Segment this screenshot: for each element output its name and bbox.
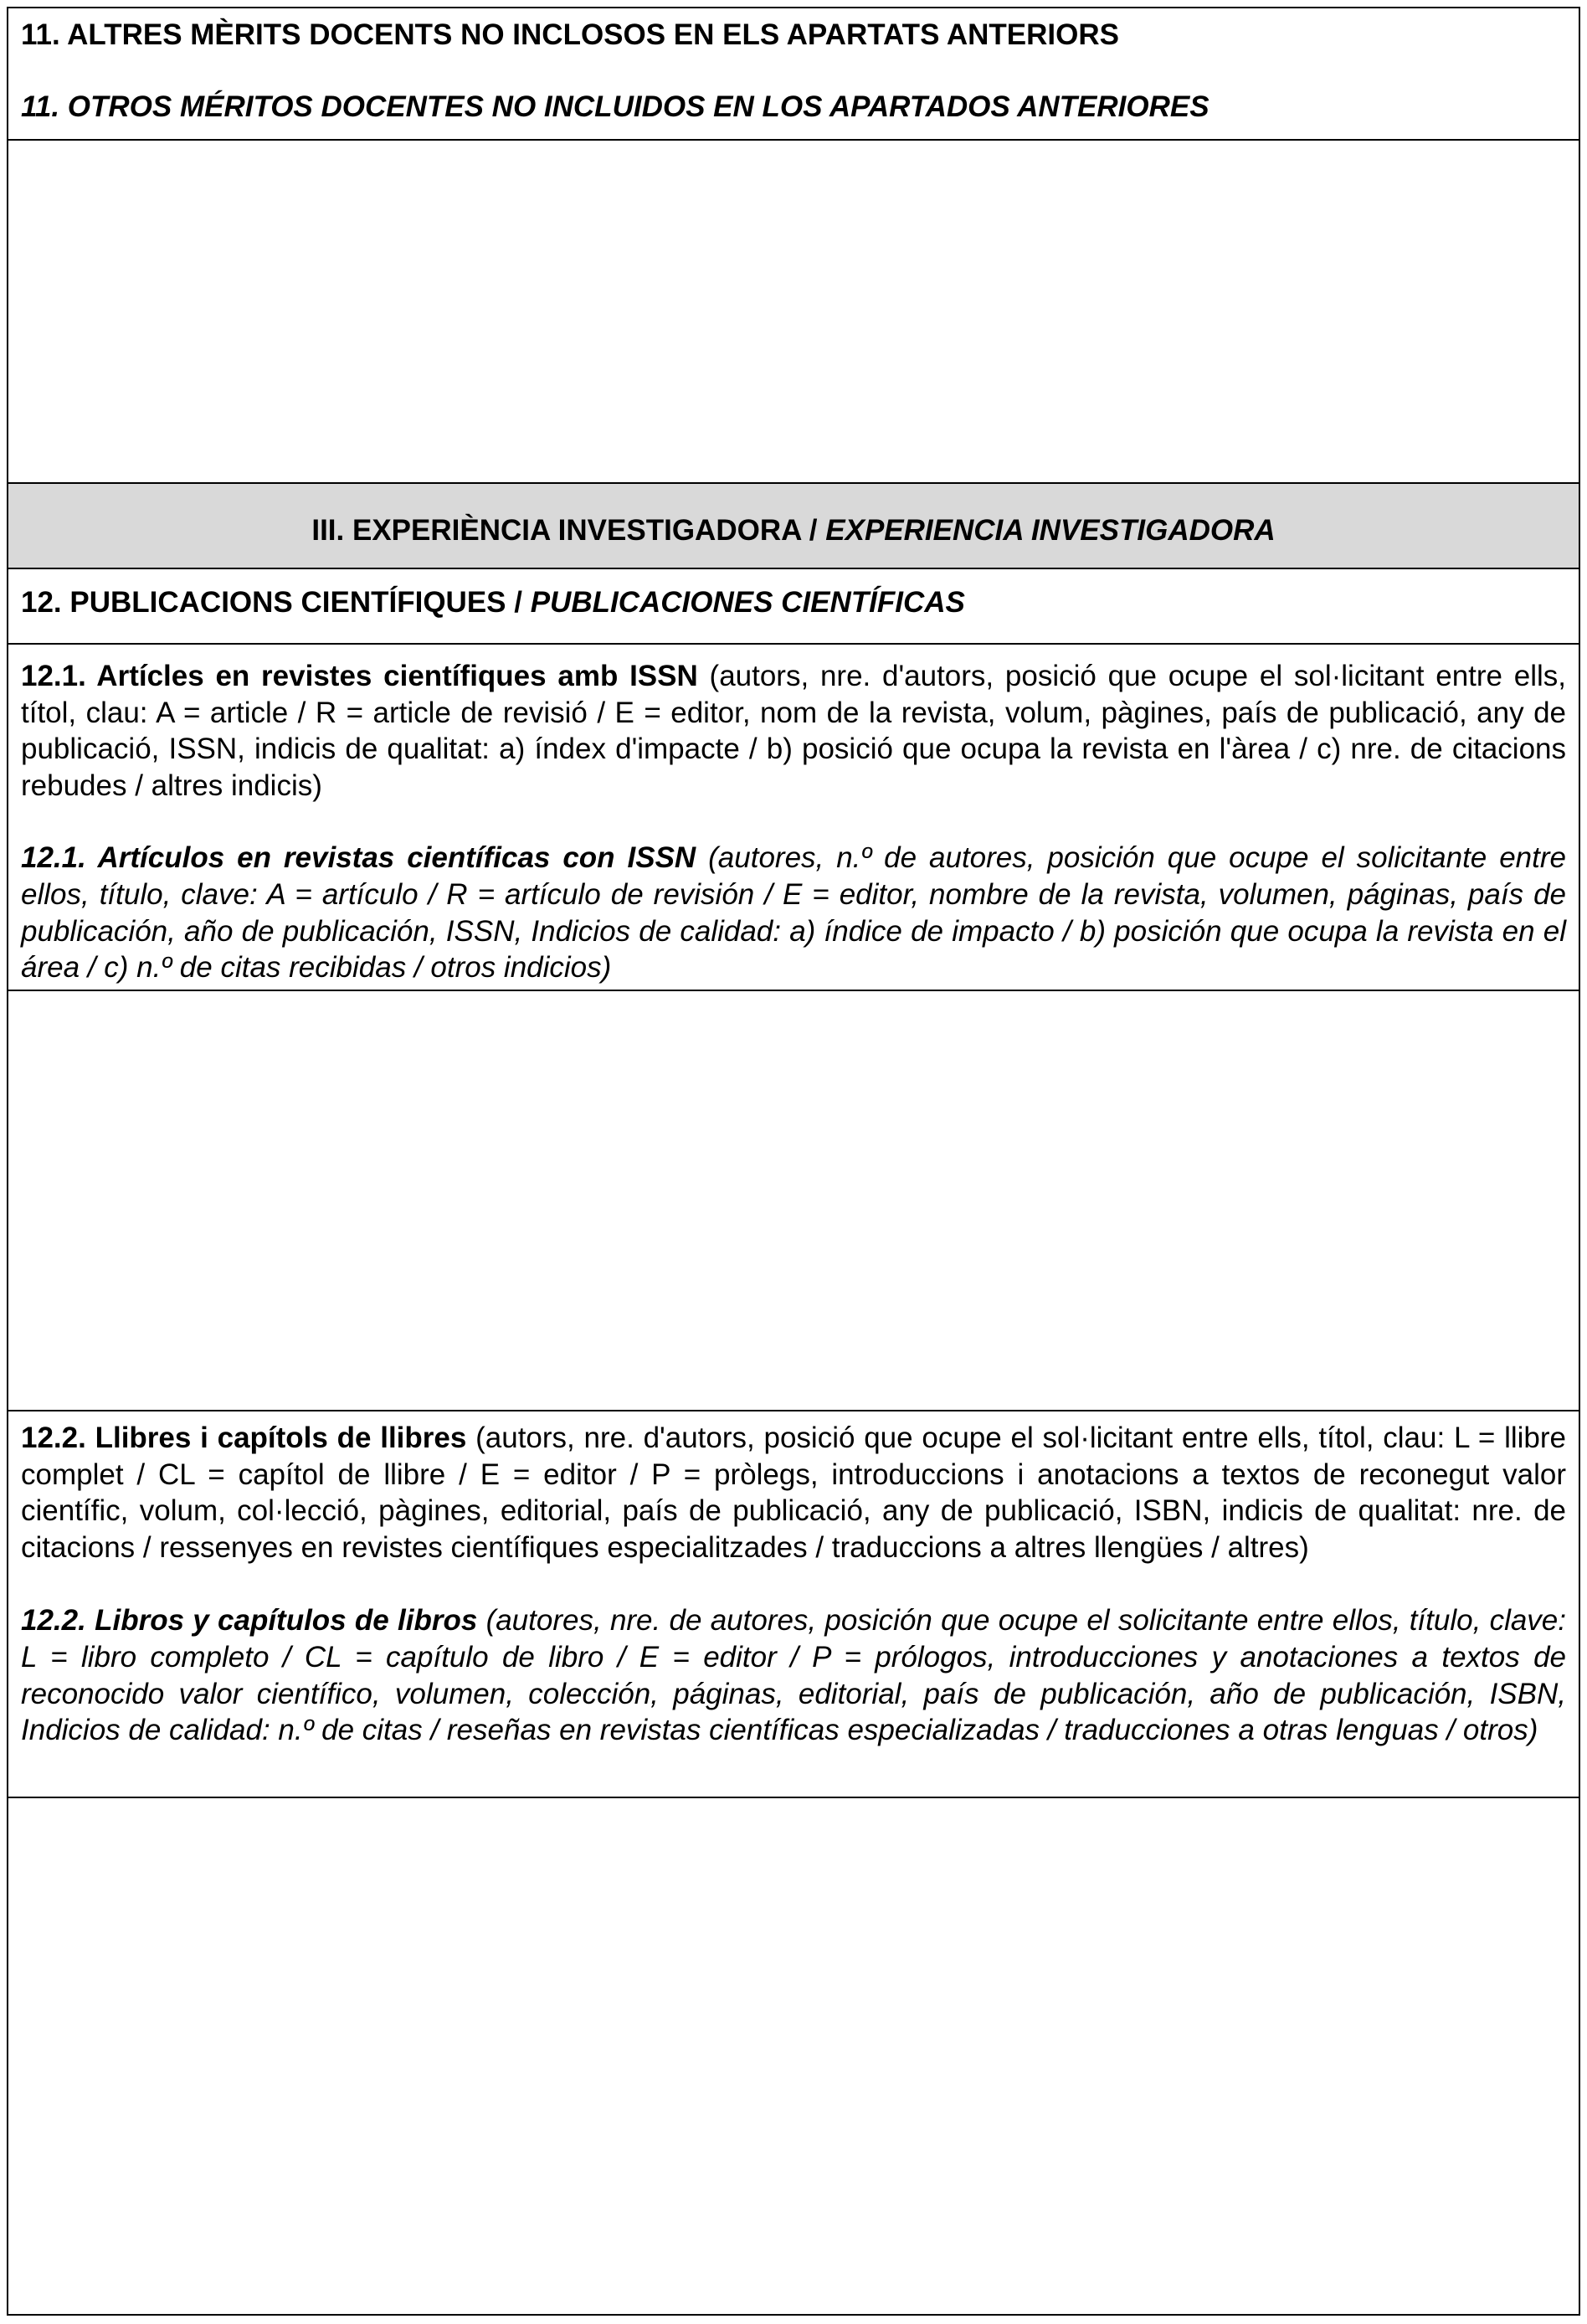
cv-form <box>7 7 1580 2316</box>
section-iii-title-es: EXPERIENCIA INVESTIGADORA <box>825 514 1276 547</box>
subsection-12-1-title-ca: 12.1. Artícles en revistes científiques amb ISSN <box>21 660 698 692</box>
subsection-12-2-text-ca <box>21 1420 1566 1566</box>
section-12-title-ca: 12. PUBLICACIONS CIENTÍFIQUES / <box>21 586 531 619</box>
subsection-12-2-title-ca: 12.2. Llibres i capítols de llibres <box>21 1422 467 1454</box>
subsection-12-2-details-es: (autores, nre. de autores, posición que ocupe el solicitante entre ellos, título, clave: L = libro completo / CL = capítulo de libro / E = editor / P = prólogos, introducciones y anotaciones a textos de reconocido valor científico, volumen, colección, páginas, editorial, país de publicación, año de publicación, ISBN, Indicios de calidad: n.º de citas / reseñas en revistas científicas especializadas / traducciones a otras lenguas / otros) <box>21 1604 1566 1747</box>
subsection-12-1-text-ca <box>21 658 1566 804</box>
subsection-12-1-description <box>8 643 1579 990</box>
subsection-12-1-text-es <box>21 840 1566 985</box>
subsection-12-1-title-es: 12.1. Artículos en revistas científicas con ISSN <box>21 841 696 875</box>
section-11-title-ca: 11. ALTRES MÈRITS DOCENTS NO INCLOSOS EN ELS APARTATS ANTERIORS <box>21 18 1119 51</box>
section-iii-title-ca: III. EXPERIÈNCIA INVESTIGADORA / <box>311 514 826 547</box>
section-iii-header <box>8 482 1579 568</box>
section-12-title-es: PUBLICACIONES CIENTÍFICAS <box>530 586 965 619</box>
subsection-12-1-input-area[interactable] <box>8 990 1579 1410</box>
subsection-12-2-input-area[interactable] <box>8 1797 1579 2314</box>
section-11-title-es: 11. OTROS MÉRITOS DOCENTES NO INCLUIDOS EN LOS APARTADOS ANTERIORES <box>21 90 1210 123</box>
subsection-12-2-description <box>8 1410 1579 1797</box>
subsection-12-2-details-ca: (autors, nre. d'autors, posició que ocupe el sol·licitant entre ells, títol, clau: L = llibre complet / CL = capítol de llibre / E = editor / P = pròlegs, introduccions i anotacions a textos de reconegut valor científic, volum, col·lecció, pàgines, editorial, país de publicació, any de publicació, ISBN, indicis de qualitat: nre. de citacions / ressenyes en revistes científiques especialitzades / traduccions a altres llengües / altres) <box>21 1422 1566 1564</box>
section-11-input-area[interactable] <box>8 139 1579 489</box>
subsection-12-2-title-es: 12.2. Libros y capítulos de libros <box>21 1604 478 1638</box>
subsection-12-2-text-es <box>21 1602 1566 1748</box>
section-11-header <box>8 8 1579 139</box>
subsection-12-1-details-es: (autores, n.º de autores, posición que ocupe el solicitante entre ellos, título, clave: A = artículo / R = artículo de revisión / E = editor, nombre de la revista, volumen, páginas, país de publicación, año de publicación, ISSN, Indicios de calidad: a) índice de impacto / b) posición que ocupa la revista en el área / c) n.º de citas recibidas / otros indicios) <box>21 841 1566 985</box>
section-12-header <box>8 568 1579 643</box>
subsection-12-1-details-ca: (autors, nre. d'autors, posició que ocupe el sol·licitant entre ells, títol, clau: A = article / R = article de revisió / E = editor, nom de la revista, volum, pàgines, país de publicació, any de publicació, ISSN, indicis de qualitat: a) índex d'impacte / b) posició que ocupa la revista en l'àrea / c) nre. de citacions rebudes / altres indicis) <box>21 660 1566 802</box>
